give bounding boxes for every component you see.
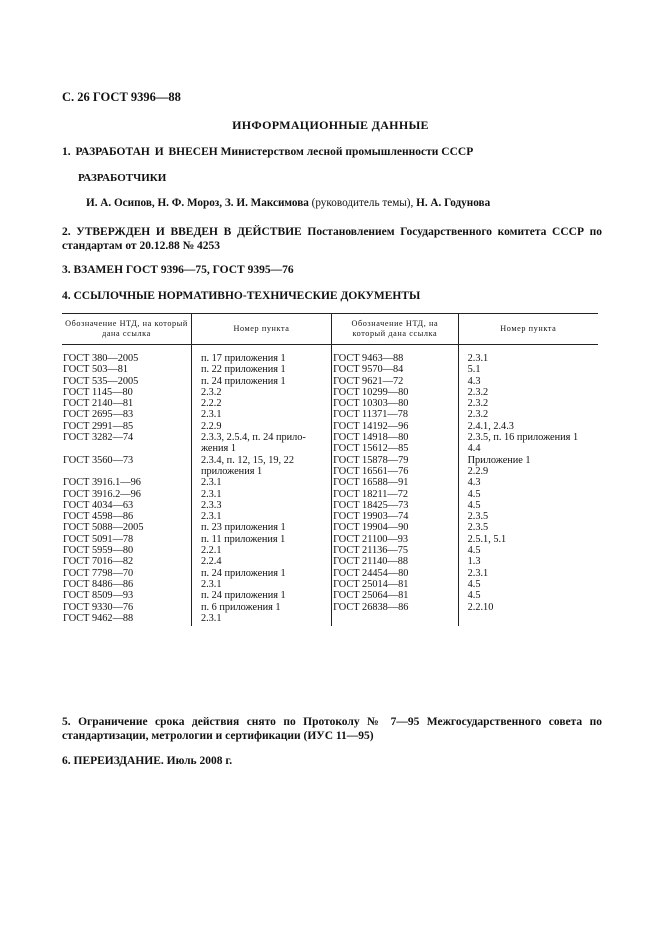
table-cell: 4.3 [467,375,481,387]
table-cell: 2.3.5 [467,522,489,534]
table-cell: ГОСТ 2695—83 [63,409,134,421]
table-cell: 4.4 [467,443,481,455]
table-cell: ГОСТ 4034—63 [63,499,134,511]
table-cell: 2.3.4, п. 12, 15, 19, 22 [200,454,294,466]
right-items-column [458,345,598,627]
table-cell: п. 6 приложения 1 [200,601,281,613]
table-cell: ГОСТ 535—2005 [63,375,139,387]
table-cell: ГОСТ 21100—93 [333,533,409,545]
table-cell: п. 11 приложения 1 [200,533,286,545]
table-cell: ГОСТ 19904—90 [333,522,409,534]
table-cell: 2.3.1 [200,409,222,421]
page-title: ИНФОРМАЦИОННЫЕ ДАННЫЕ [232,118,429,132]
table-cell: п. 24 приложения 1 [200,567,286,579]
table-cell: 2.3.2 [200,386,222,398]
left-docs-column [62,345,191,627]
table-cell: ГОСТ 8486—86 [63,578,134,590]
table-body-row [62,345,598,627]
table-cell: 2.4.1, 2.4.3 [467,420,514,432]
col-header-doc-left: Обозначение НТД, на который дана ссылка [62,314,191,345]
section-developed-text: Министерством лесной промышленности СССР [220,146,474,158]
table-cell: 4.5 [467,590,481,602]
left-items-column [191,345,331,627]
table-cell: п. 23 приложения 1 [200,522,286,534]
table-cell: 2.3.1 [200,488,222,500]
table-cell: ГОСТ 10303—80 [333,398,409,410]
table-cell: ГОСТ 25064—81 [333,590,409,602]
table-cell: ГОСТ 18211—72 [333,488,409,500]
table-cell: 2.3.1 [200,511,222,523]
table-cell: ГОСТ 21140—88 [333,556,409,568]
table-cell: 4.3 [467,477,481,489]
table-cell: 4.5 [467,499,481,511]
table-cell: 2.3.1 [467,567,489,579]
table-cell [63,443,191,454]
table-cell: ГОСТ 24454—80 [333,567,409,579]
table-cell: ГОСТ 9462—88 [63,612,134,624]
table-cell: 2.2.4 [200,556,222,568]
section-approved [62,226,602,253]
table-cell: ГОСТ 2140—81 [63,398,134,410]
table-cell: ГОСТ 7016—82 [63,556,134,568]
table-cell: ГОСТ 14192—96 [333,420,409,432]
right-docs-column [332,345,459,627]
table-cell: ГОСТ 18425—73 [333,499,409,511]
col-header-item-left: Номер пункта [191,314,331,345]
table-cell: ГОСТ 4598—86 [63,511,134,523]
table-cell: ГОСТ 1145—80 [63,386,133,398]
table-cell: 2.3.1 [200,477,222,489]
section-developed-label: 1. РАЗРАБОТАН И ВНЕСЕН [62,146,218,158]
section-replaces: 3. ВЗАМЕН ГОСТ 9396—75, ГОСТ 9395—76 [62,264,294,276]
table-cell: 2.3.5 [467,511,489,523]
table-cell: ГОСТ 3560—73 [63,454,134,466]
table-cell [63,466,191,477]
table-cell: 2.3.5, п. 16 приложения 1 [467,432,579,444]
table-cell: ГОСТ 9621—72 [333,375,404,387]
table-cell: ГОСТ 15612—85 [333,443,409,455]
col-header-doc-right: Обозначение НТД, на который дана ссылка [332,314,459,345]
table-cell: ГОСТ 19903—74 [333,511,409,523]
table-cell: ГОСТ 3282—74 [63,432,134,444]
table-cell: ГОСТ 9330—76 [63,601,134,613]
table-cell: 2.2.10 [467,601,494,613]
section-references-title: 4. ССЫЛОЧНЫЕ НОРМАТИВНО-ТЕХНИЧЕСКИЕ ДОКУМЕНТЫ [62,290,421,302]
table-cell: 2.2.9 [467,465,489,477]
table-cell: 2.3.3, 2.5.4, п. 24 прило- [200,432,306,444]
table-cell: п. 24 приложения 1 [200,590,286,602]
table-cell: 2.2.2 [200,398,222,410]
table-cell: ГОСТ 503—81 [63,364,129,376]
table-cell: ГОСТ 11371—78 [333,409,409,421]
table-cell: 4.5 [467,578,481,590]
table-cell: ГОСТ 7798—70 [63,567,134,579]
section-term-limit: 5. Ограничение срока действия снято по Протоколу № 7—95 Межгосударственного совета по стандартизации, метрологии и сертификации (ИУС 11—95) [62,716,602,742]
table-cell: 2.3.2 [467,398,489,410]
table-cell: Приложение 1 [467,454,531,466]
table-cell: ГОСТ 14918—80 [333,432,409,444]
table-cell: ГОСТ 9570—84 [333,364,404,376]
table-header-row [62,314,598,345]
table-cell: п. 22 приложения 1 [200,364,286,376]
table-cell: п. 17 приложения 1 [200,353,286,364]
col-header-item-right: Номер пункта [458,314,598,345]
table-cell: п. 24 приложения 1 [200,375,286,387]
references-table [62,313,598,626]
table-cell: 2.5.1, 5.1 [467,533,507,545]
table-cell: ГОСТ 10299—80 [333,386,409,398]
table-cell: 2.3.3 [200,499,222,511]
table-cell: ГОСТ 9463—88 [333,353,404,364]
section-developed [62,146,602,160]
table-cell: ГОСТ 3916.2—96 [63,488,141,500]
table-cell: 4.5 [467,488,481,500]
table-cell: 2.3.1 [467,353,489,364]
developers-list [86,197,490,209]
section-approved-label: 2. УТВЕРЖДЕН И ВВЕДЕН В ДЕЙСТВИЕ [62,226,302,238]
table-cell: ГОСТ 25014—81 [333,578,409,590]
developers-last: Н. А. Годунова [416,197,491,209]
section-approved-text: Постановлением Государственного комитета СССР по стандартам от 20.12.88 № 4253 [62,226,602,252]
table-cell: 2.3.1 [200,612,222,624]
table-cell: ГОСТ 5959—80 [63,545,134,557]
section-reissue: 6. ПЕРЕИЗДАНИЕ. Июль 2008 г. [62,755,233,767]
table-cell: ГОСТ 5088—2005 [63,522,144,534]
table-cell: приложения 1 [200,465,263,477]
table-cell: 2.3.1 [200,578,222,590]
table-cell: ГОСТ 16561—76 [333,465,409,477]
table-cell: ГОСТ 26838—86 [333,601,409,613]
table-cell: ГОСТ 3916.1—96 [63,477,141,489]
table-cell: ГОСТ 5091—78 [63,533,134,545]
table-cell: ГОСТ 21136—75 [333,545,409,557]
table-cell: жения 1 [200,443,236,455]
table-cell: 2.3.2 [467,386,489,398]
table-cell: ГОСТ 8509—93 [63,590,134,602]
table-cell: 5.1 [467,364,481,376]
table-cell: 2.2.1 [200,545,222,557]
table-cell: 4.5 [467,545,481,557]
page-header: С. 26 ГОСТ 9396—88 [62,90,181,104]
table-cell: 2.2.9 [200,420,222,432]
table-cell: ГОСТ 380—2005 [63,353,139,364]
developers-header: РАЗРАБОТЧИКИ [78,172,167,184]
table-cell: ГОСТ 2991—85 [63,420,134,432]
table-cell: ГОСТ 16588—91 [333,477,409,489]
table-cell: ГОСТ 15878—79 [333,454,409,466]
developers-role: (руководитель темы), [311,197,414,209]
table-cell: 2.3.2 [467,409,489,421]
developers-names: И. А. Осипов, Н. Ф. Мороз, З. И. Максимова [86,197,309,209]
table-cell: 1.3 [467,556,481,568]
